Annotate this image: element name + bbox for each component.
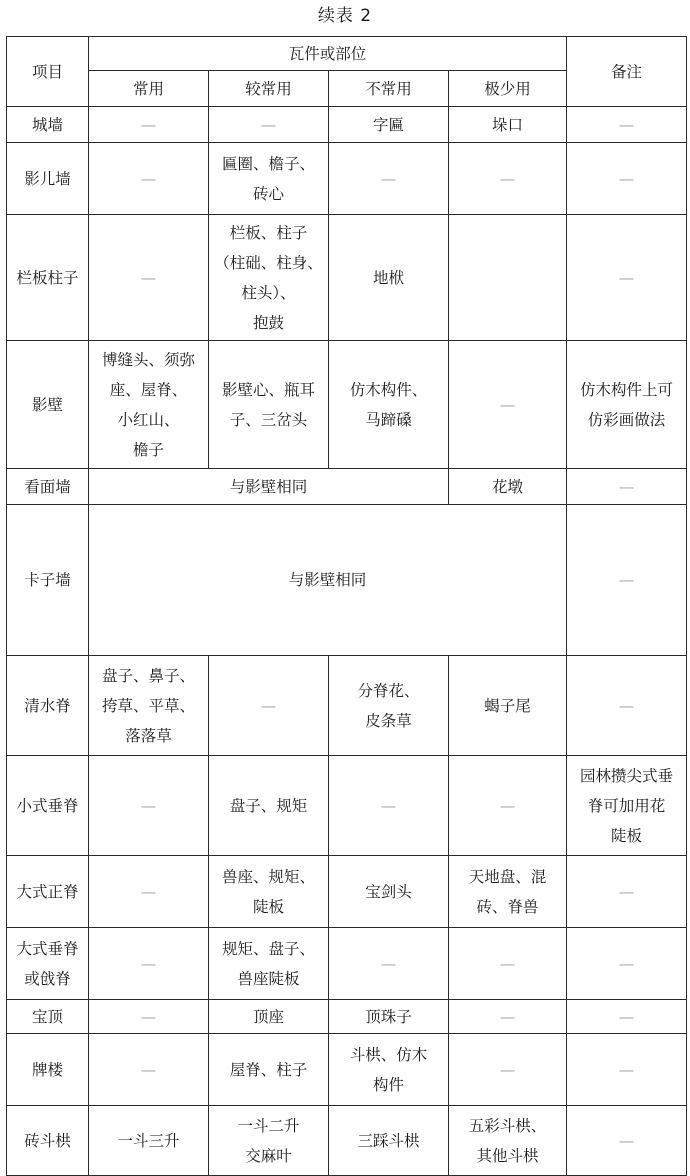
data-cell: 宝剑头 xyxy=(329,856,449,928)
table-row xyxy=(7,469,687,505)
row-label: 影儿墙 xyxy=(7,143,89,215)
data-cell: 仿木构件、 马蹄磉 xyxy=(329,341,449,469)
note-cell: — xyxy=(567,107,687,143)
header-col-common: 常用 xyxy=(89,71,209,107)
table-row xyxy=(7,928,687,1000)
data-cell: 一斗三升 xyxy=(89,1106,209,1176)
data-cell: — xyxy=(449,756,567,856)
table-row xyxy=(7,656,687,756)
data-cell: 地栿 xyxy=(329,215,449,341)
data-cell xyxy=(449,215,567,341)
data-cell: — xyxy=(89,1000,209,1034)
data-cell: — xyxy=(89,756,209,856)
table-row xyxy=(7,1000,687,1034)
row-label: 看面墙 xyxy=(7,469,89,505)
data-cell: 博缝头、须弥 座、屋脊、 小红山、 檐子 xyxy=(89,341,209,469)
data-cell: — xyxy=(209,107,329,143)
data-cell: 斗栱、仿木 构件 xyxy=(329,1034,449,1106)
data-cell: — xyxy=(209,656,329,756)
header-col-fairly-common: 较常用 xyxy=(209,71,329,107)
data-cell: — xyxy=(89,1034,209,1106)
table-row xyxy=(7,505,687,656)
data-cell: — xyxy=(567,469,687,505)
note-cell: — xyxy=(567,656,687,756)
data-cell: 蝎子尾 xyxy=(449,656,567,756)
note-cell: 仿木构件上可 仿彩画做法 xyxy=(567,341,687,469)
data-cell: — xyxy=(449,1000,567,1034)
data-cell: — xyxy=(89,928,209,1000)
row-label: 牌楼 xyxy=(7,1034,89,1106)
table-row xyxy=(7,1106,687,1176)
data-cell: 五彩斗栱、 其他斗栱 xyxy=(449,1106,567,1176)
data-cell: — xyxy=(449,341,567,469)
data-cell: 天地盘、混 砖、脊兽 xyxy=(449,856,567,928)
data-cell: — xyxy=(89,107,209,143)
data-cell: 盘子、规矩 xyxy=(209,756,329,856)
data-cell: — xyxy=(329,928,449,1000)
table-row xyxy=(7,341,687,469)
data-cell: 屋脊、柱子 xyxy=(209,1034,329,1106)
data-cell: 分脊花、 皮条草 xyxy=(329,656,449,756)
header-col-uncommon: 不常用 xyxy=(329,71,449,107)
data-cell: 一斗二升 交麻叶 xyxy=(209,1106,329,1176)
merged-cell: 与影壁相同 xyxy=(89,505,567,656)
data-cell: 顶座 xyxy=(209,1000,329,1034)
data-cell: 三踩斗栱 xyxy=(329,1106,449,1176)
header-group: 瓦件或部位 xyxy=(89,37,567,71)
row-label: 卡子墙 xyxy=(7,505,89,656)
data-cell: 兽座、规矩、 陡板 xyxy=(209,856,329,928)
data-cell: — xyxy=(449,143,567,215)
row-label: 栏板柱子 xyxy=(7,215,89,341)
data-cell: — xyxy=(329,756,449,856)
data-cell: — xyxy=(329,143,449,215)
note-cell: — xyxy=(567,143,687,215)
table-row xyxy=(7,143,687,215)
note-cell: — xyxy=(567,1034,687,1106)
note-cell: 园林攒尖式垂 脊可加用花 陡板 xyxy=(567,756,687,856)
data-cell: 花墩 xyxy=(449,469,567,505)
header-item: 项目 xyxy=(7,37,89,107)
row-label: 大式垂脊 或戗脊 xyxy=(7,928,89,1000)
row-label: 宝顶 xyxy=(7,1000,89,1034)
note-cell: — xyxy=(567,856,687,928)
data-cell: — xyxy=(449,928,567,1000)
header-row-group xyxy=(7,37,687,71)
data-cell: 盘子、鼻子、 挎草、平草、 落落草 xyxy=(89,656,209,756)
data-cell: 匾圈、檐子、 砖心 xyxy=(209,143,329,215)
ornament-table xyxy=(6,36,687,1176)
data-cell: 字匾 xyxy=(329,107,449,143)
data-cell: — xyxy=(567,505,687,656)
row-label: 清水脊 xyxy=(7,656,89,756)
note-cell: — xyxy=(567,1106,687,1176)
header-note: 备注 xyxy=(567,37,687,107)
table-row xyxy=(7,856,687,928)
data-cell: 栏板、柱子 （柱础、柱身、 柱头）、 抱鼓 xyxy=(209,215,329,341)
row-label: 小式垂脊 xyxy=(7,756,89,856)
data-cell: — xyxy=(89,215,209,341)
data-cell: — xyxy=(89,856,209,928)
note-cell: — xyxy=(567,1000,687,1034)
row-label: 砖斗栱 xyxy=(7,1106,89,1176)
table-row xyxy=(7,107,687,143)
data-cell: — xyxy=(449,1034,567,1106)
header-col-rare: 极少用 xyxy=(449,71,567,107)
table-row xyxy=(7,1034,687,1106)
merged-cell: 与影壁相同 xyxy=(89,469,449,505)
note-cell: — xyxy=(567,928,687,1000)
data-cell: 顶珠子 xyxy=(329,1000,449,1034)
row-label: 大式正脊 xyxy=(7,856,89,928)
data-cell: 垛口 xyxy=(449,107,567,143)
table-caption: 续表 2 xyxy=(317,6,373,26)
note-cell: — xyxy=(567,215,687,341)
table-row xyxy=(7,215,687,341)
table-row xyxy=(7,756,687,856)
data-cell: 规矩、盘子、 兽座陡板 xyxy=(209,928,329,1000)
row-label: 影壁 xyxy=(7,341,89,469)
data-cell: — xyxy=(89,143,209,215)
row-label: 城墙 xyxy=(7,107,89,143)
data-cell: 影壁心、瓶耳 子、三岔头 xyxy=(209,341,329,469)
